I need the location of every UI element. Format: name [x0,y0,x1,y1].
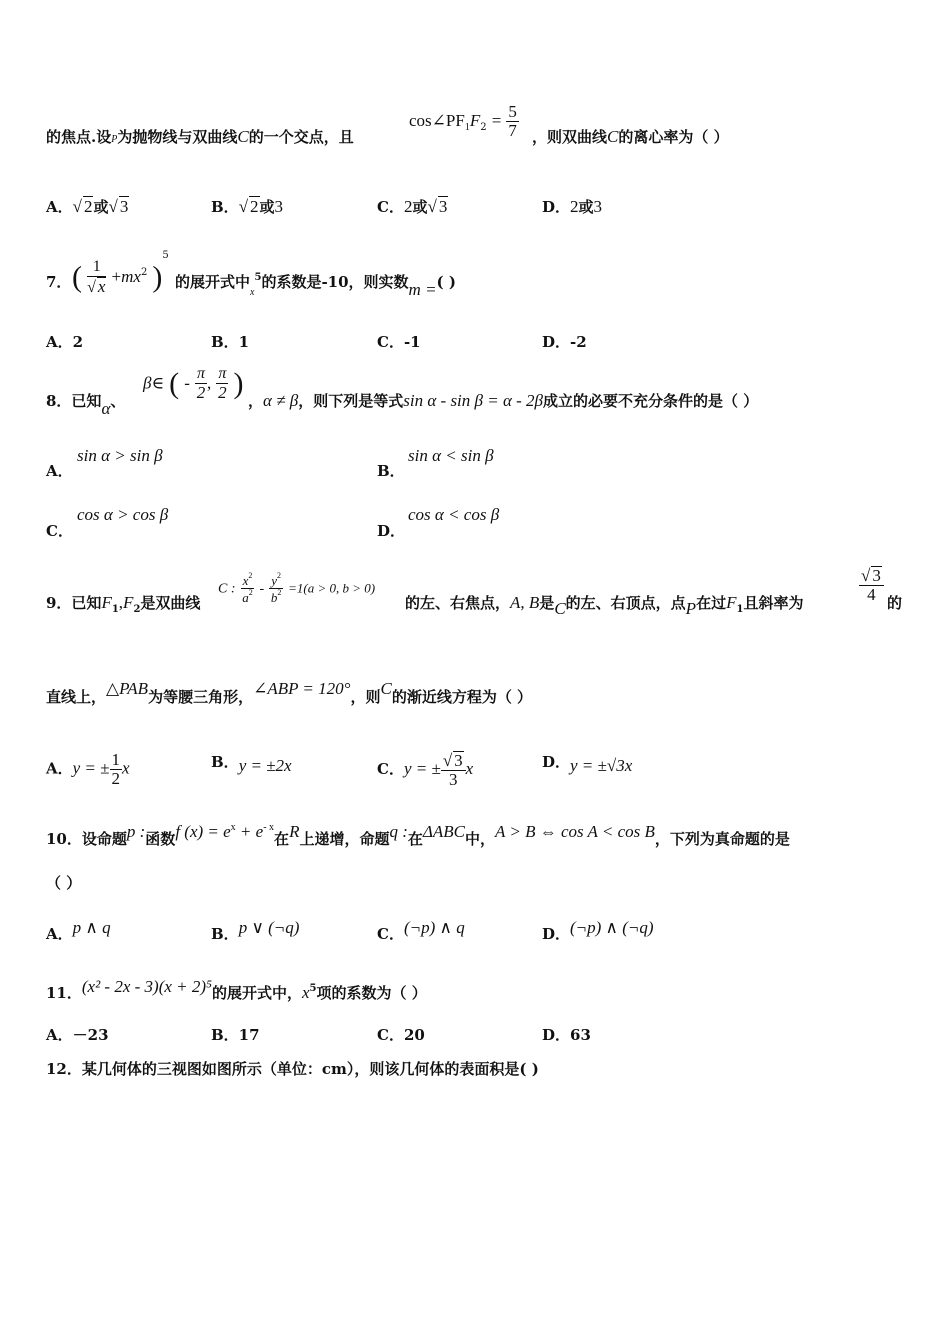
q10-option-a: A．p ∧ q [46,918,111,943]
q7-option-b: B．1 [211,333,250,351]
q8-option-b-label: B． [377,462,405,480]
q8-option-a-label: A． [46,462,73,480]
q9-stem-line2: 直线上，△PAB为等腰三角形，∠ABP = 120°，则C的渐近线方程为（ ） [46,679,533,706]
q8-option-c-label: C． [46,522,73,540]
q6-stem: 的焦点.设P为抛物线与双曲线C的一个交点，且 [46,127,354,146]
q9-hyperbola-equation: C : $\frac{x^2}{a^2}$ - $\frac{y^2}{b^2}$ =1(a > 0, b > 0) [218,571,376,605]
q8-option-b: sin α < sin β [408,446,494,465]
q11-option-c: C．20 [377,1026,425,1044]
q8-option-d-label: D． [377,522,406,540]
q11-stem: 11．(x² - 2x - 3)(x + 2)⁵的展开式中，$x^5$项的系数为（ ） [46,977,427,1002]
q6-option-c: C．2或√ 3 [377,197,448,216]
q10-option-c: C．(¬p) ∧ q [377,918,465,943]
q8-stem-tail: ，α ≠ β，则下列是等式sin α - sin β = α - 2β成立的必要不充分条件的是（ ） [248,391,759,410]
q7-option-c: C．-1 [377,333,421,351]
q7-option-d: D．-2 [542,333,587,351]
q8-option-d: cos α < cos β [408,505,500,524]
q8-option-a: sin α > sin β [77,446,163,465]
q9-slope: $\frac{√ 3}{4}$ [859,566,884,604]
q9-option-c: C．y = ± $\frac{√ 3}{3}$ x [377,751,474,789]
q9-stem-end: 的 [887,594,903,612]
q6-cos-condition: $\cos\angle PF_1F_2$ = $\frac{5}{7}$ [409,102,517,140]
q6-option-d: D．2或3 [542,197,603,216]
q11-option-a: A．－23 [46,1026,109,1044]
q7-stem: 的展开式中$_x^5$的系数是-10，则实数m =( ) [175,272,456,299]
q9-option-a: A．y = ± $\frac{1}{2}$ x [46,750,130,788]
q7-number: 7． [46,273,72,291]
q9-stem: 9．已知$F_1,F_2$是双曲线 [46,593,201,615]
q7-binomial: ( $\frac{1}{√ x}$ $+mx^2$ )$^5$ [72,250,169,296]
q9-option-d: D．y = ±√3x [542,753,633,775]
q10-stem: 10．设命题p :函数f $(x) = e^x + e^{- x}$在R上递增，命题q :在ΔABC中，A > B ⇔ cos A < cos B，下列为真命题的是 [46,822,790,848]
q6-option-a: A．√ 2或√ 3 [46,197,129,216]
q8-option-c: cos α > cos β [77,505,169,524]
q12-stem: 12．某几何体的三视图如图所示（单位：cm），则该几何体的表面积是( ) [46,1060,539,1078]
q10-option-d: D．(¬p) ∧ (¬q) [542,918,654,943]
q10-stem-line2: （ ） [46,874,82,892]
q9-option-b: B．y = ±2x [211,753,292,775]
q11-option-b: B．17 [211,1026,260,1044]
q6-option-b: B．√ 2或3 [211,197,284,216]
q10-option-b: B．p ∨ (¬q) [211,918,300,943]
q8-interval: β∈ ( - $\frac{\pi}{2}$ , $\frac{\pi}{2}$ ) [143,365,244,402]
q6-stem-tail: ，则双曲线C的离心率为（ ） [532,127,729,146]
q7-option-a: A．2 [46,333,84,351]
q9-stem-mid: 的左、右焦点，A, B是C的左、右顶点，点P在过$F_1$且斜率为 [405,593,804,618]
q8-stem: 8．已知α、 [46,392,126,418]
q11-option-d: D．63 [542,1026,591,1044]
